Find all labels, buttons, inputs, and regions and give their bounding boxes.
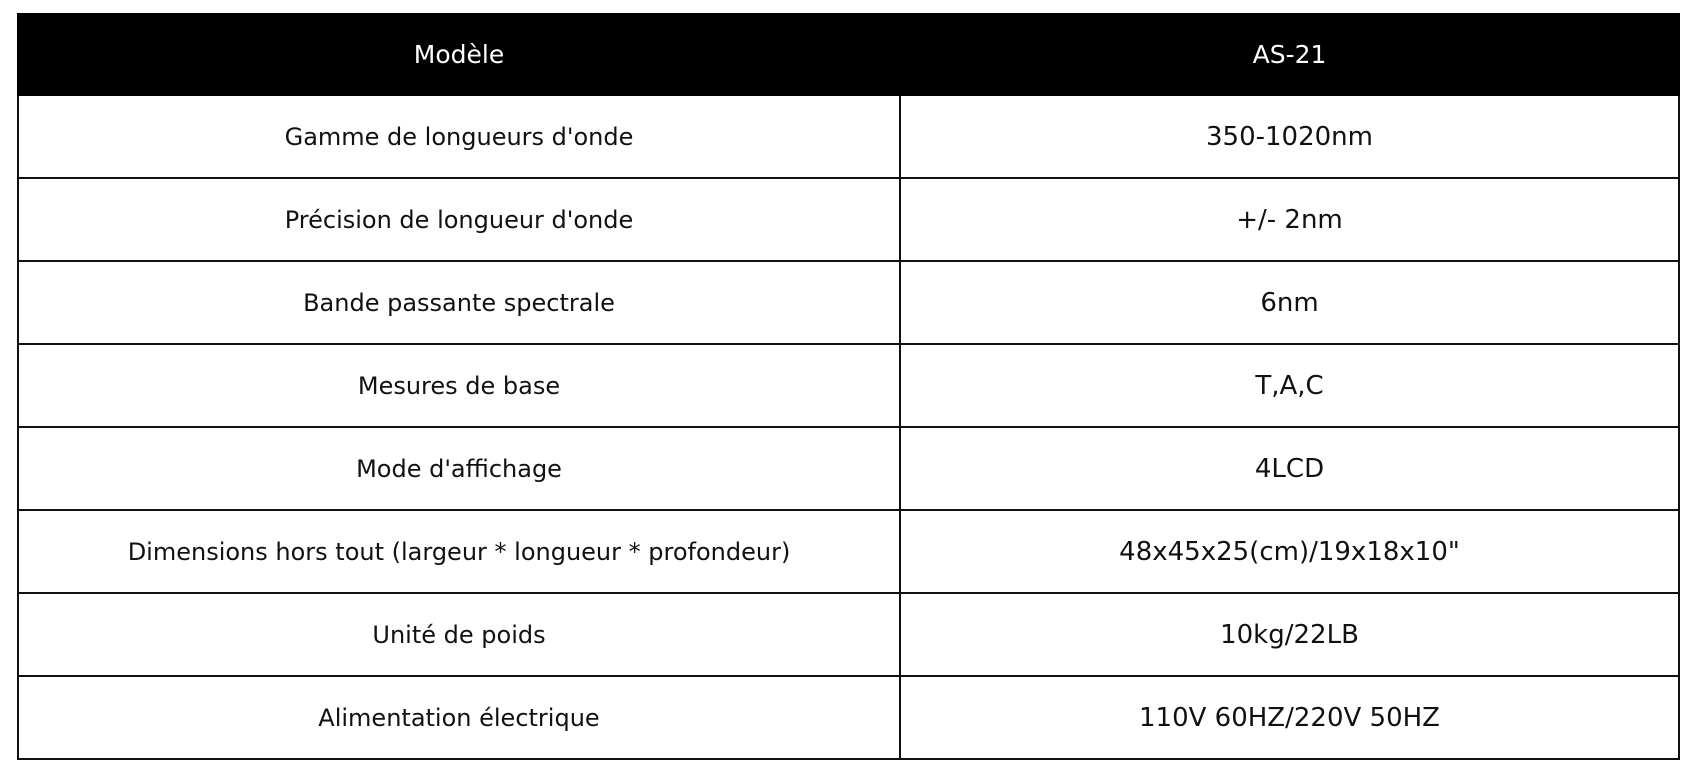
table-row	[18, 344, 1679, 427]
table-row	[18, 593, 1679, 676]
table-row	[18, 95, 1679, 178]
row-label-power-supply: Alimentation électrique	[18, 676, 900, 759]
row-label-display-mode: Mode d'affichage	[18, 427, 900, 510]
spec-table	[17, 13, 1680, 760]
row-value-display-mode: 4LCD	[900, 427, 1679, 510]
row-value-wavelength-range: 350-1020nm	[900, 95, 1679, 178]
row-value-wavelength-accuracy: +/- 2nm	[900, 178, 1679, 261]
table-header	[18, 14, 1679, 95]
table-body	[18, 95, 1679, 759]
row-label-weight: Unité de poids	[18, 593, 900, 676]
header-row	[18, 14, 1679, 95]
table-row	[18, 510, 1679, 593]
row-label-wavelength-accuracy: Précision de longueur d'onde	[18, 178, 900, 261]
row-value-weight: 10kg/22LB	[900, 593, 1679, 676]
row-label-basic-measurements: Mesures de base	[18, 344, 900, 427]
row-value-power-supply: 110V 60HZ/220V 50HZ	[900, 676, 1679, 759]
header-value-cell: AS-21	[900, 14, 1679, 95]
row-value-dimensions: 48x45x25(cm)/19x18x10"	[900, 510, 1679, 593]
row-value-basic-measurements: T,A,C	[900, 344, 1679, 427]
row-label-spectral-bandwidth: Bande passante spectrale	[18, 261, 900, 344]
row-label-wavelength-range: Gamme de longueurs d'onde	[18, 95, 900, 178]
table-row	[18, 676, 1679, 759]
table-row	[18, 261, 1679, 344]
row-value-spectral-bandwidth: 6nm	[900, 261, 1679, 344]
header-label-cell: Modèle	[18, 14, 900, 95]
row-label-dimensions: Dimensions hors tout (largeur * longueur * profondeur)	[18, 510, 900, 593]
table-row	[18, 427, 1679, 510]
table-row	[18, 178, 1679, 261]
